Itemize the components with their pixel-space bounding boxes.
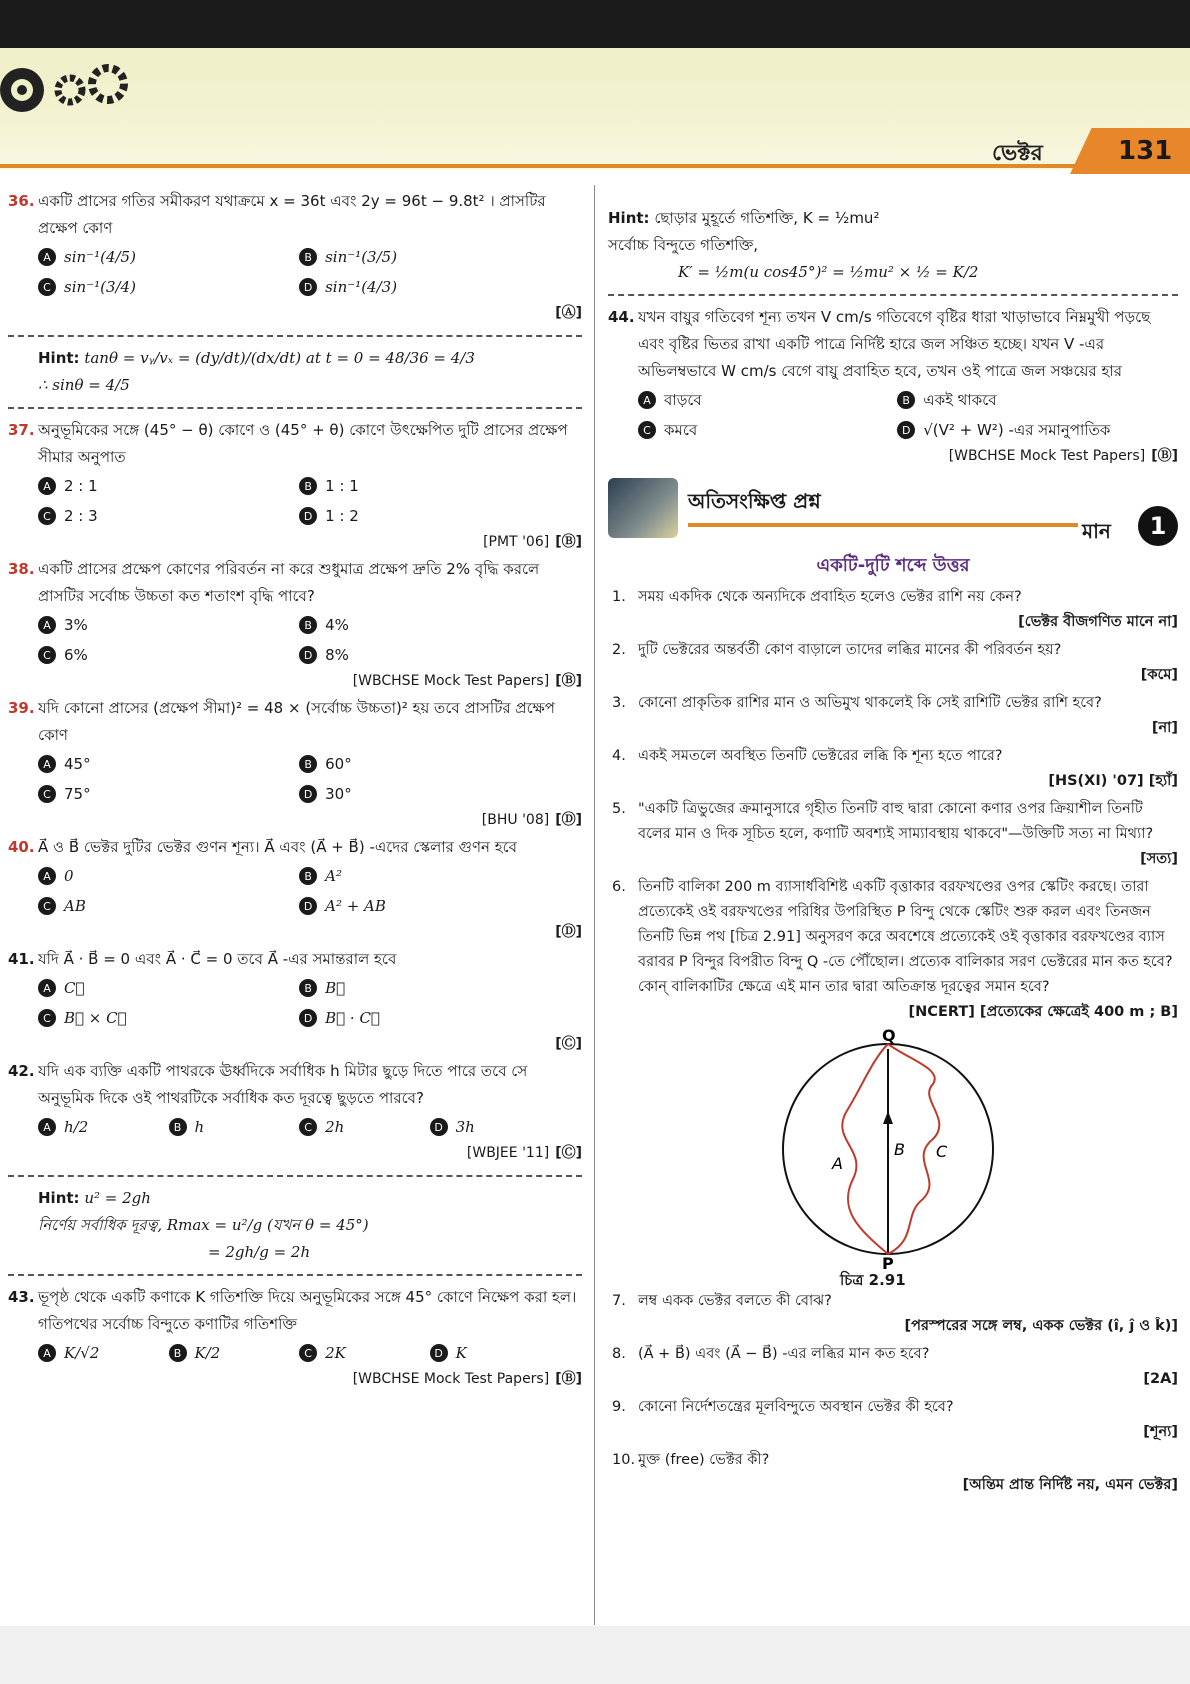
short-question-answer: [পরস্পরের সঙ্গে লম্ব, একক ভেক্টর (î, ĵ ও k̂)]: [904, 1318, 1178, 1334]
page-number: 131: [1118, 136, 1173, 166]
options: [8, 749, 582, 809]
dashed-separator: [8, 1175, 582, 1177]
short-question-text: (A⃗ + B⃗) এবং (A⃗ − B⃗) -এর লব্ধির মান কত হবে?: [638, 1346, 930, 1362]
section-rule: [688, 523, 1078, 527]
short-question-text: সময় একদিক থেকে অন্যদিকে প্রবাহিত হলেও ভেক্টর রাশি নয় কেন?: [638, 589, 1022, 605]
short-question-number: 7.: [612, 1293, 626, 1309]
option-b: B h: [169, 1112, 300, 1142]
option-c: C 75°: [38, 779, 299, 809]
options: [8, 471, 582, 531]
option-b: B একই থাকবে: [897, 385, 1156, 415]
label-q: Q: [882, 1029, 896, 1045]
short-question-answer: [কমে]: [1140, 667, 1178, 683]
option-b: B A²: [299, 861, 560, 891]
question-39: 39. যদি কোনো প্রাসের (প্রক্ষেপ সীমা)² = 48 × (সর্বোচ্চ উচ্চতা)² হয় তবে প্রাসটির প্রক্ষেপ কোণ: [8, 699, 555, 744]
short-question-number: 4.: [612, 748, 626, 764]
option-c: C 6%: [38, 640, 299, 670]
marks-value: 1: [1138, 506, 1178, 546]
option-b: B 4%: [299, 610, 560, 640]
option-c: C 2K: [299, 1338, 430, 1368]
figure-caption: চিত্র 2.91: [840, 1271, 906, 1289]
answer-key: [Ⓐ]: [555, 305, 582, 321]
option-b: B B⃗: [299, 973, 560, 1003]
option-c: C 2 : 3: [38, 501, 299, 531]
question-41: 41. যদি A⃗ · B⃗ = 0 এবং A⃗ · C⃗ = 0 তবে A⃗ -এর সমান্তরাল হবে: [8, 950, 397, 968]
short-question-item: [608, 585, 1178, 635]
option-a: A sin⁻¹(4/5): [38, 242, 299, 272]
source-and-answer: [WBCHSE Mock Test Papers] [Ⓑ]: [352, 1371, 582, 1387]
scan-top-border: [0, 0, 1190, 48]
scan-bottom-border: [0, 1626, 1190, 1684]
short-question-answer: [HS(XI) '07] [হ্যাঁ]: [1048, 773, 1178, 789]
option-d: D 8%: [299, 640, 560, 670]
option-b: B K/2: [169, 1338, 300, 1368]
short-question-answer: [শূন্য]: [1143, 1424, 1178, 1440]
dashed-separator: [608, 294, 1178, 296]
column-divider: [594, 185, 595, 1625]
option-c: C B⃗ × C⃗: [38, 1003, 299, 1033]
options: [8, 610, 582, 670]
short-question-text: লম্ব একক ভেক্টর বলতে কী বোঝ?: [638, 1293, 832, 1309]
short-question-item: [608, 875, 1178, 1025]
question-40: 40. A⃗ ও B⃗ ভেক্টর দুটির ভেক্টর গুণন শূন্য। A⃗ এবং (A⃗ + B⃗) -এদের স্কেলার গুণন হবে: [8, 838, 518, 856]
option-a: A 0: [38, 861, 299, 891]
options: [8, 861, 582, 921]
short-question-item: [608, 691, 1178, 741]
short-question-item: [608, 1289, 1178, 1339]
option-c-badge: C: [38, 278, 56, 296]
option-d-badge: D: [299, 278, 317, 296]
question-44: 44. যখন বায়ুর গতিবেগ শূন্য তখন V cm/s গতিবেগে বৃষ্টির ধারা খাড়াভাবে নিম্নমুখী পড়ছে এবং বৃষ্টির ভিতর রাখা একটি পাত্রে নির্দিষ্ট হারে জল সঞ্চিত হচ্ছে। যখন V -এর অভিলম্বভাবে W cm/s বেগে বায়ু প্রবাহিত হবে, তখন ওই পাত্রে জল সঞ্চয়ের হার: [608, 308, 1151, 380]
option-a: A 45°: [38, 749, 299, 779]
option-d: D 30°: [299, 779, 560, 809]
options: [608, 385, 1178, 445]
label-p: P: [882, 1254, 894, 1269]
short-question-text: একই সমতলে অবস্থিত তিনটি ভেক্টরের লব্ধি কি শূন্য হতে পারে?: [638, 748, 1003, 764]
dashed-separator: [8, 335, 582, 337]
short-question-number: 3.: [612, 695, 626, 711]
short-question-text: কোনো প্রাকৃতিক রাশির মান ও অভিমুখ থাকলেই কি সেই রাশিটি ভেক্টর রাশি হবে?: [638, 695, 1102, 711]
question-37: 37. অনুভূমিকের সঙ্গে (45° − θ) কোণে ও (45° + θ) কোণে উৎক্ষেপিত দুটি প্রাসের প্রক্ষেপ সীমার অনুপাত: [8, 421, 568, 466]
dashed-separator: [8, 407, 582, 409]
short-question-text: "একটি ত্রিভুজের ক্রমানুসারে গৃহীত তিনটি বাহু দ্বারা কোনো কণার ওপর ক্রিয়াশীল তিনটি বলের মান ও দিক সূচিত হলে, কণাটি অবশ্যই সাম্যাবস্থায় থাকবে"—উক্তিটি সত্য না মিথ্যা?: [638, 801, 1154, 842]
right-column: [608, 205, 1178, 1501]
short-question-answer: [ভেক্টর বীজগণিত মানে না]: [1018, 614, 1178, 630]
short-question-list: [608, 1289, 1178, 1498]
short-question-number: 1.: [612, 589, 626, 605]
section-header: [608, 478, 1178, 548]
answer-key: [Ⓒ]: [555, 1036, 582, 1052]
chapter-title: ভেক্টর: [992, 141, 1043, 166]
question-36: [8, 188, 582, 242]
options: [8, 242, 582, 302]
short-question-item: [608, 1342, 1178, 1392]
circle-paths-diagram: [758, 1029, 1018, 1269]
hint-43: Hint: ছোড়ার মুহূর্তে গতিশক্তি, K = ½mu² সর্বোচ্চ বিন্দুতে গতিশক্তি, K′ = ½m(u cos45°)² = ½mu² × ½ = K/2: [608, 209, 979, 281]
question-43: 43. ভূপৃষ্ঠ থেকে একটি কণাকে K গতিশক্তি দিয়ে অনুভূমিকের সঙ্গে 45° কোণে নিক্ষেপ করা হল। গতিপথের সর্বোচ্চ বিন্দুতে কণাটির গতিশক্তি: [8, 1288, 577, 1333]
telescope-icon: [608, 478, 678, 538]
options: [8, 973, 582, 1033]
option-a: A h/2: [38, 1112, 169, 1142]
short-question-number: 2.: [612, 642, 626, 658]
option-d: D sin⁻¹(4/3): [299, 272, 560, 302]
option-a: A K/√2: [38, 1338, 169, 1368]
short-question-number: 10.: [612, 1452, 636, 1468]
brain-gear-icon: [0, 60, 150, 120]
question-number: 36.: [8, 192, 35, 210]
figure-2-91: [608, 1029, 1178, 1289]
option-c: C কমবে: [638, 415, 897, 445]
option-a: A 3%: [38, 610, 299, 640]
option-a: A বাড়বে: [638, 385, 897, 415]
short-question-item: [608, 797, 1178, 872]
option-a: A C⃗: [38, 973, 299, 1003]
short-question-item: [608, 638, 1178, 688]
short-question-list: [608, 585, 1178, 1025]
short-question-number: 9.: [612, 1399, 626, 1415]
short-question-item: [608, 1395, 1178, 1445]
label-c: C: [936, 1142, 948, 1161]
short-question-answer: [সত্য]: [1140, 851, 1178, 867]
label-a: A: [832, 1154, 843, 1173]
short-question-text: কোনো নির্দেশতন্ত্রের মূলবিন্দুতে অবস্থান ভেক্টর কী হবে?: [638, 1399, 954, 1415]
option-b: B 1 : 1: [299, 471, 560, 501]
question-38: 38. একটি প্রাসের প্রক্ষেপ কোণের পরিবর্তন না করে শুধুমাত্র প্রক্ষেপ দ্রুতি 2% বৃদ্ধি করলে প্রাসটির সর্বোচ্চ উচ্চতা কত শতাংশ বৃদ্ধি পাবে?: [8, 560, 540, 605]
dashed-separator: [8, 1274, 582, 1276]
source-and-answer: [WBCHSE Mock Test Papers] [Ⓑ]: [352, 673, 582, 689]
source-and-answer: [WBCHSE Mock Test Papers] [Ⓑ]: [948, 448, 1178, 464]
short-question-text: দুটি ভেক্টরের অন্তর্বর্তী কোণ বাড়ালে তাদের লব্ধির মানের কী পরিবর্তন হয়?: [638, 642, 1062, 658]
short-question-text: মুক্ত (free) ভেক্টর কী?: [638, 1452, 770, 1468]
short-question-number: 6.: [612, 879, 626, 895]
marks-label: মান: [1082, 519, 1111, 543]
option-d: D 3h: [430, 1112, 561, 1142]
short-question-number: 5.: [612, 801, 626, 817]
option-c: C sin⁻¹(3/4): [38, 272, 299, 302]
short-question-answer: [NCERT] [প্রত্যেকের ক্ষেত্রেই 400 m ; B]: [908, 1004, 1178, 1020]
options: [8, 1112, 582, 1142]
option-d: D 1 : 2: [299, 501, 560, 531]
label-b: B: [894, 1140, 905, 1159]
option-d: D B⃗ · C⃗: [299, 1003, 560, 1033]
short-question-text: তিনটি বালিকা 200 m ব্যাসার্ধবিশিষ্ট একটি বৃত্তাকার বরফখণ্ডের ওপর স্কেটিং করছে। তারা প্রত্যেকেই ওই বরফখণ্ডের পরিধির উপরিস্থিত P বিন্দু থেকে স্কেটিং শুরু করল এবং তিনজন তিনটি ভিন্ন পথ [চিত্র 2.91] অনুসরণ করে অবশেষে প্রত্যেকেই ওই বৃত্তাকার বরফখণ্ডের ব্যাস বরাবর P বিন্দুর বিপরীত বিন্দু Q -তে পৌঁছোল। প্রত্যেক বালিকার সরণ ভেক্টরের মান কত হবে? কোন্ বালিকাটির ক্ষেত্রে এই মান তার দ্বারা অতিক্রান্ত দূরত্বের সমান হবে?: [638, 879, 1173, 995]
option-c: C 2h: [299, 1112, 430, 1142]
option-c: C AB: [38, 891, 299, 921]
option-d: D K: [430, 1338, 561, 1368]
short-question-answer: [অন্তিম প্রান্ত নির্দিষ্ট নয়, এমন ভেক্টর]: [962, 1477, 1178, 1493]
option-b-badge: B: [299, 248, 317, 266]
option-b: B 60°: [299, 749, 560, 779]
option-b: B sin⁻¹(3/5): [299, 242, 560, 272]
option-a: A 2 : 1: [38, 471, 299, 501]
option-d: D √(V² + W²) -এর সমানুপাতিক: [897, 415, 1156, 445]
left-column: [8, 188, 582, 1393]
short-question-answer: [2A]: [1143, 1371, 1178, 1387]
source-and-answer: [BHU '08] [Ⓓ]: [481, 812, 582, 828]
answer-key: [Ⓓ]: [555, 924, 582, 940]
question-text: একটি প্রাসের গতির সমীকরণ যথাক্রমে x = 36t এবং 2y = 96t − 9.8t² । প্রাসটির প্রক্ষেপ কোণ: [38, 192, 546, 237]
source-and-answer: [PMT '06] [Ⓑ]: [483, 534, 582, 550]
option-d: D A² + AB: [299, 891, 560, 921]
section-subtitle: একটি-দুটি শব্দে উত্তর: [816, 555, 970, 576]
option-a-badge: A: [38, 248, 56, 266]
hint-42: Hint: u² = 2gh নির্ণেয় সর্বাধিক দূরত্ব, Rmax = u²/g (যখন θ = 45°) = 2gh/g = 2h: [38, 1189, 369, 1261]
hint-36: Hint: tanθ = vᵧ/vₓ = (dy/dt)/(dx/dt) at t = 0 = 48/36 = 4/3 ∴ sinθ = 4/5: [38, 349, 475, 394]
short-question-answer: [না]: [1151, 720, 1178, 736]
short-question-item: [608, 744, 1178, 794]
source-and-answer: [WBJEE '11] [Ⓒ]: [466, 1145, 582, 1161]
short-question-number: 8.: [612, 1346, 626, 1362]
section-title: অতিসংক্ষিপ্ত প্রশ্ন: [688, 489, 821, 513]
short-question-item: [608, 1448, 1178, 1498]
options: [8, 1338, 582, 1368]
question-42: 42. যদি এক ব্যক্তি একটি পাথরকে ঊর্ধ্বদিকে সর্বাধিক h মিটার ছুড়ে দিতে পারে তবে সে অনুভূমিক দিকে ওই পাথরটিকে সর্বাধিক কত দূরত্বে ছুড়তে পারবে?: [8, 1062, 528, 1107]
